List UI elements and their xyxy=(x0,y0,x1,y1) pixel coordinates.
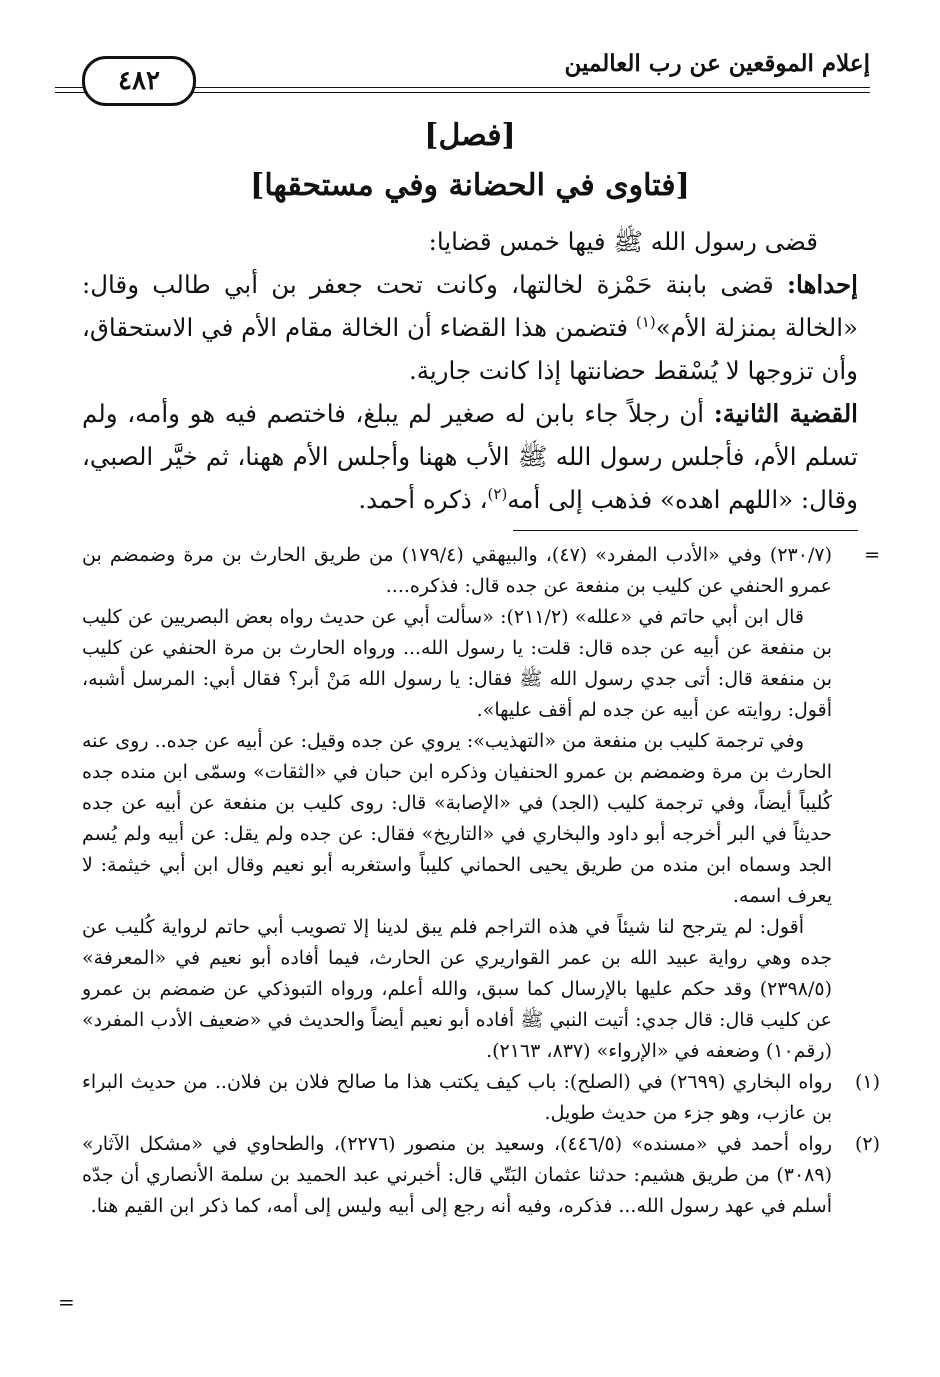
page-number: ٤٨٢ xyxy=(82,56,196,106)
case-1-paragraph xyxy=(82,263,858,392)
footnote-marker: (٢) xyxy=(854,1133,880,1155)
case-2-lead: القضية الثانية: xyxy=(713,399,858,428)
section-title: [فتاوى في الحضانة وفي مستحقها] xyxy=(250,168,690,203)
continuation-mark-top: = xyxy=(864,544,880,566)
case-2-paragraph xyxy=(82,392,858,521)
continuation-mark-bottom: = xyxy=(58,1290,75,1314)
footnote-ref-1[interactable]: (١) xyxy=(635,312,656,331)
footnotes xyxy=(82,540,880,1222)
case-2-text-cont: ، ذكره أحمد. xyxy=(358,485,488,514)
footnote-ref-2[interactable]: (٢) xyxy=(487,484,508,503)
case-1-text-cont: فتضمن هذا القضاء أن الخالة مقام الأم في الاستحقاق، وأن تزوجها لا يُسْقط حضانتها إذا كانت جارية. xyxy=(82,313,858,385)
footnote-2 xyxy=(82,1129,880,1222)
footnote-marker: (١) xyxy=(854,1071,880,1093)
case-1-text: قضى بابنة حَمْزة لخالتها، وكانت تحت جعفر بن أبي طالب وقال: «الخالة بمنزلة الأم» xyxy=(82,270,858,342)
footnote-1 xyxy=(82,1067,880,1129)
footnote-text: رواه أحمد في «مسنده» (٤٤٦/٥)، وسعيد بن منصور (٢٢٧٦)، والطحاوي في «مشكل الآثار» (٣٠٨٩) من طريق هشيم: حدثنا عثمان البَتّي قال: أخبرني عبد الحميد بن سلمة الأنصاري أن جدّه أسلم في عهد رسول الله... فذكره، وفيه أنه رجع إلى أبيه وليس إلى أمه، كما ذكر ابن القيم هنا. xyxy=(82,1133,832,1217)
continued-footnote-paragraph: وفي ترجمة كليب بن منفعة من «التهذيب»: يروي عن جده وقيل: عن أبيه عن جده.. روى عنه الحارث بن مرة وضمضم بن عمرو الحنفيان وذكره ابن حبان في «الثقات» وسمّى ابن منده جده كُليباً أيضاً، وفي ترجمة كليب (الجد) في «الإصابة» قال: روى كليب بن منفعة عن أبيه عن جده حديثاً في البر أخرجه أبو داود والبخاري في «التاريخ» فقال: عن جده ولم يقل: عن أبيه ولم يُسم الجد وسماه ابن منده من طريق يحيى الحماني كليباً واستغربه أبو نعيم وقال ابن أبي خيثمة: لا يعرف اسمه. xyxy=(82,730,832,907)
footnote-separator xyxy=(513,530,858,531)
footnote-text: رواه البخاري (٢٦٩٩) في (الصلح): باب كيف يكتب هذا ما صالح فلان بن فلان.. من حديث البراء بن عازب، وهو جزء من حديث طويل. xyxy=(82,1071,832,1124)
chapter-heading: [فصل] xyxy=(424,118,516,153)
continued-footnote-paragraph: قال ابن أبي حاتم في «علله» (٢١١/٢): «سألت أبي عن حديث رواه بعض البصريين عن كليب بن منفعة عن أبيه عن جده قال: قلت: يا رسول الله... ورواه الحارث بن مرة الحنفي عن كليب بن منفعة قال: أتى جدي رسول الله ﷺ فقال: يا رسول الله مَنْ أبر؟ فقال أبي: المرسل أشبه، أقول: روايته عن أبيه عن جده لم أقف عليها». xyxy=(82,606,832,721)
continued-footnote-paragraph: (٢٣٠/٧) وفي «الأدب المفرد» (٤٧)، والبيهقي (١٧٩/٤) من طريق الحارث بن مرة وضمضم بن عمرو الحنفي عن كليب بن منفعة عن جده قال: فذكره.... xyxy=(82,544,832,597)
intro-paragraph: قضى رسول الله ﷺ فيها خمس قضايا: xyxy=(428,227,818,256)
main-text xyxy=(82,220,858,521)
continued-footnote xyxy=(82,540,880,1067)
case-1-lead: إحداها: xyxy=(786,270,858,299)
case-2-text: أن رجلاً جاء بابن له صغير لم يبلغ، فاختصم فيه هو وأمه، ولم تسلم الأم، فأجلس رسول الله ﷺ الأب ههنا وأجلس الأم ههنا، ثم خيَّر الصبي، وقال: «اللهم اهده» فذهب إلى أمه xyxy=(82,399,858,514)
continued-footnote-paragraph: أقول: لم يترجح لنا شيئاً في هذه التراجم فلم يبق لدينا إلا تصويب أبي حاتم لرواية كُليب عن جده وهي رواية عبيد الله بن عمر القواريري عن الحارث، فيما أفاده أبو نعيم في «المعرفة» (٢٣٩٨/٥) وقد حكم عليها بالإرسال كما سبق، والله أعلم، ورواه التبوذكي عن ضمضم بن عمرو عن كليب قال: قال جدي: أتيت النبي ﷺ أفاده أبو نعيم أيضاً والحديث في «ضعيف الأدب المفرد» (رقم١٠) وضعفه في «الإرواء» (٨٣٧، ٢١٦٣). xyxy=(82,916,832,1062)
running-header-title: إعلام الموقعين عن رب العالمين xyxy=(564,50,870,77)
